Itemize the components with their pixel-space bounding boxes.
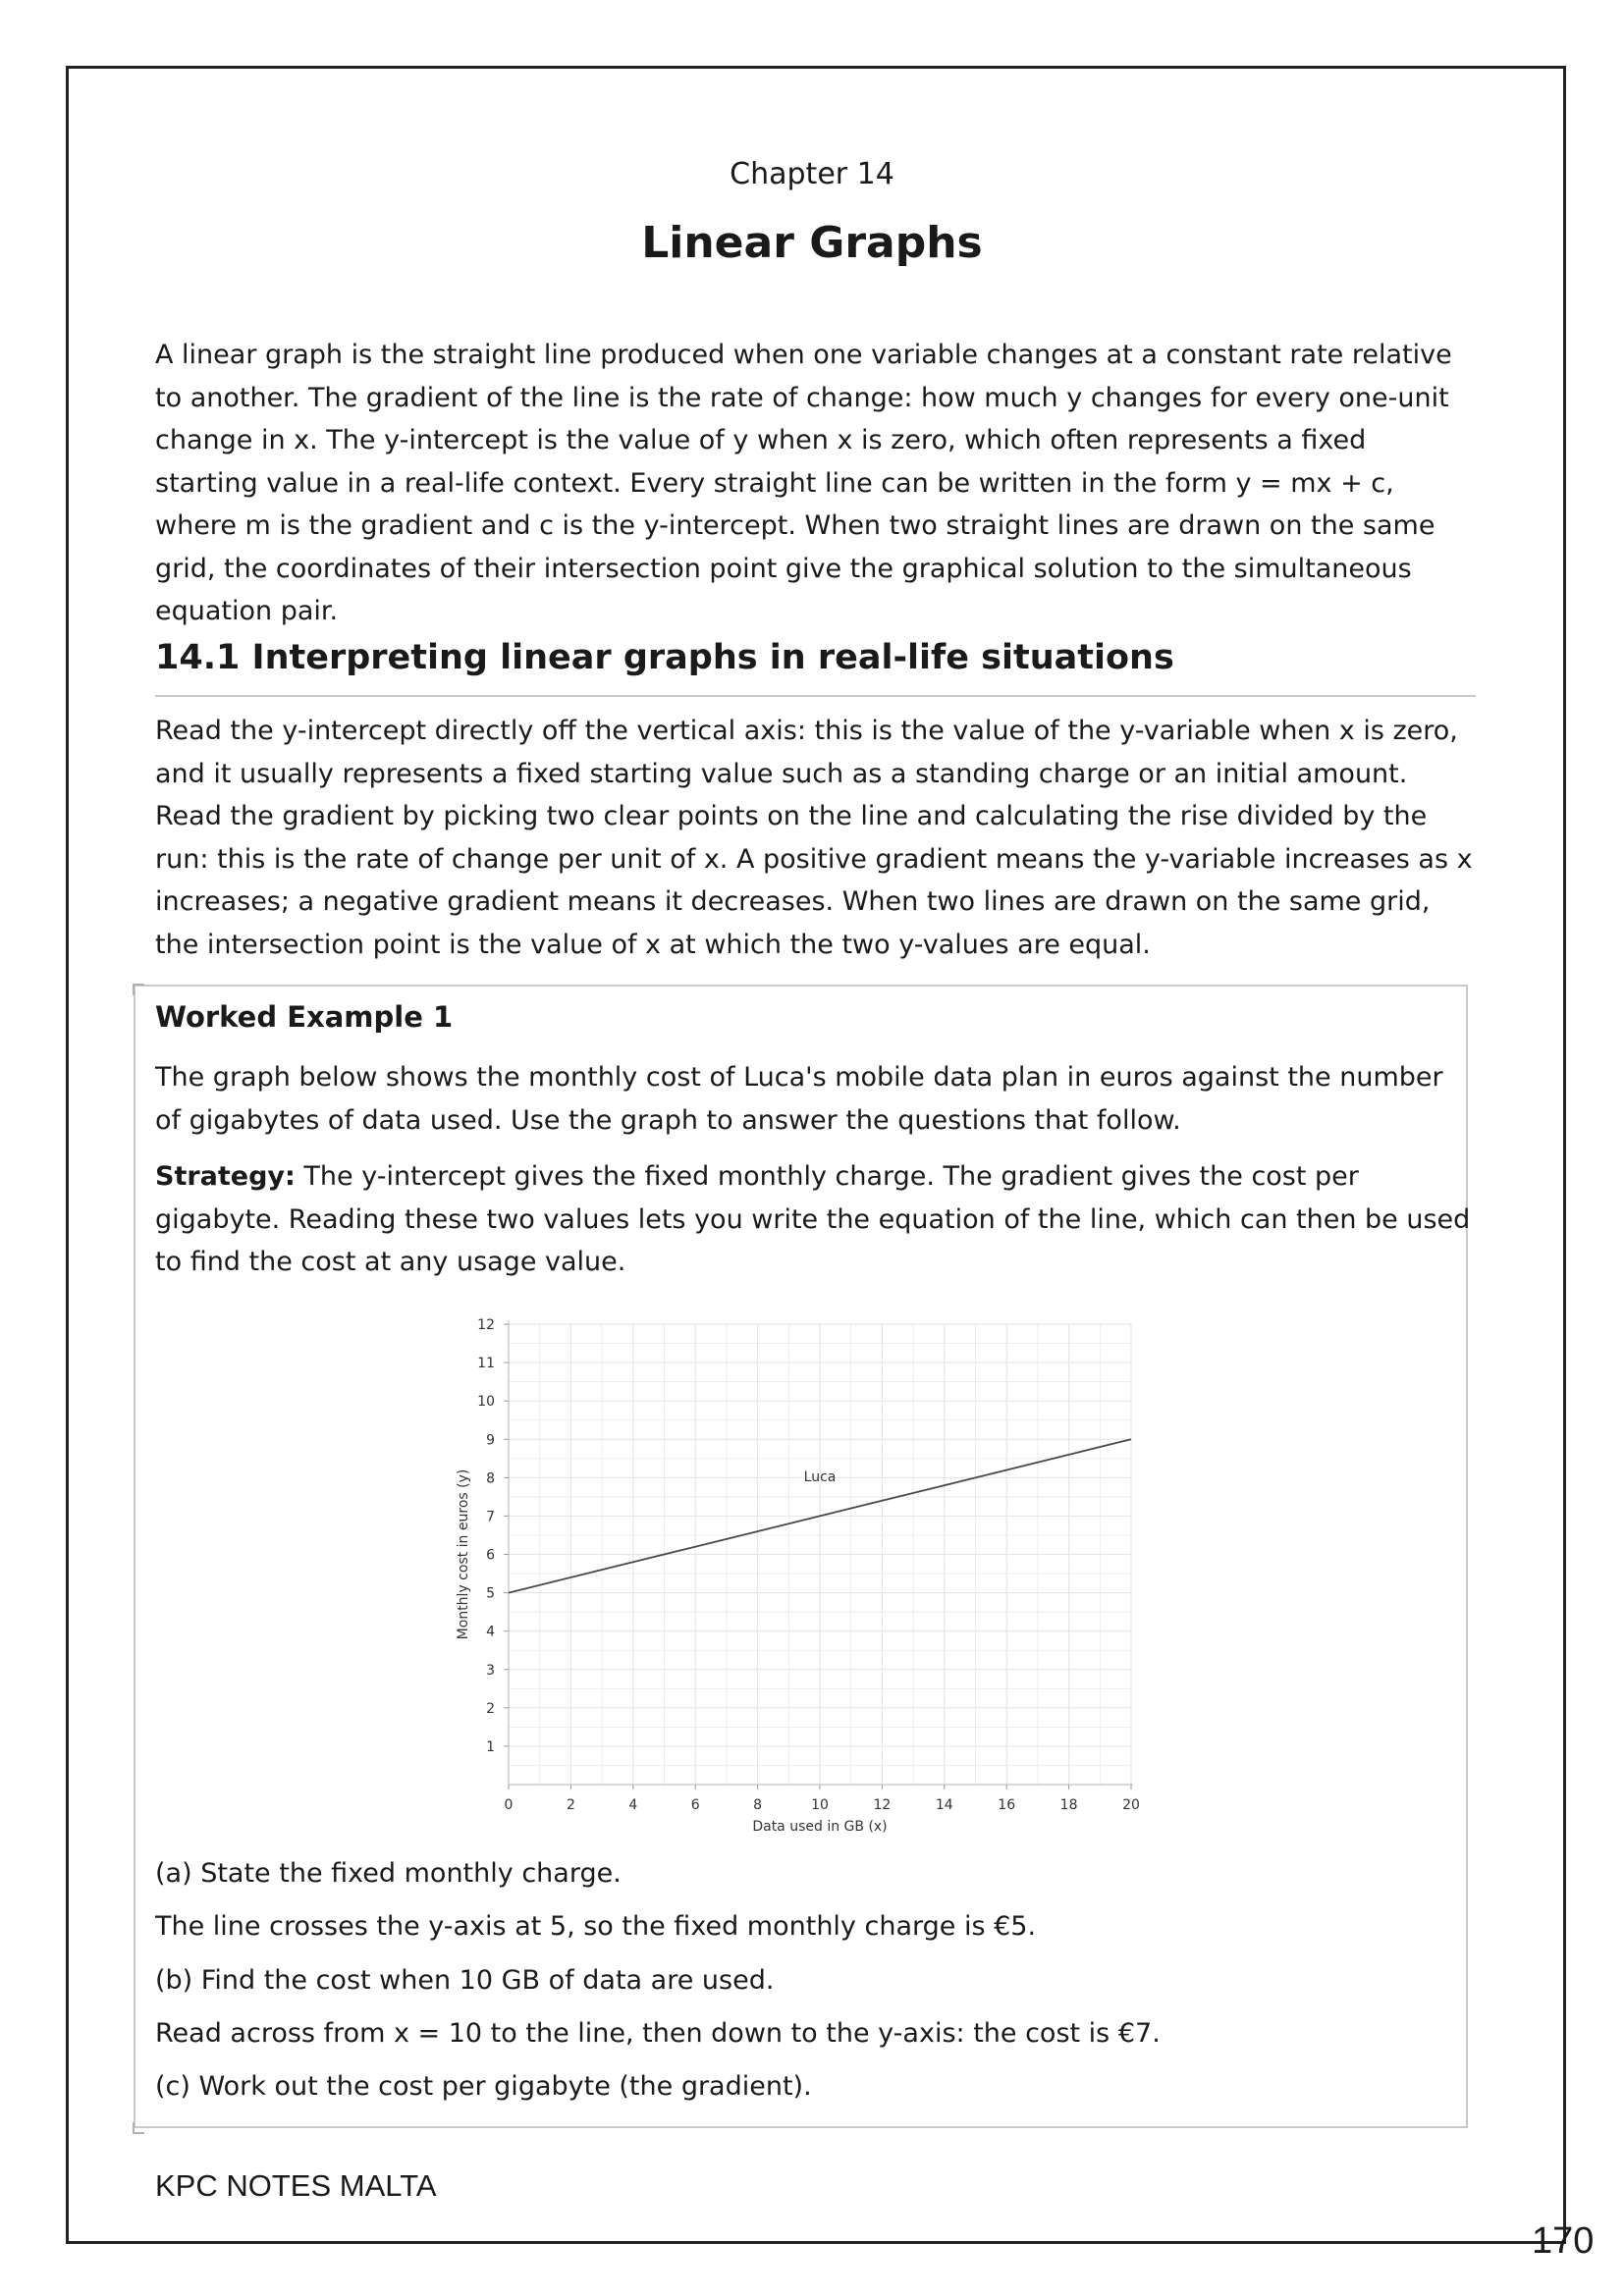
series-label: Luca (803, 1469, 837, 1486)
worked-example-title: Worked Example 1 (155, 1000, 454, 1034)
worked-example-intro: The graph below shows the monthly cost of Luca's mobile data plan in euros against the number of gigabytes of data used. Use the graph to answer the questions that follow. (155, 1062, 1443, 1136)
x-tick-label: 14 (935, 1797, 953, 1813)
x-tick-label: 4 (628, 1797, 638, 1813)
footer-text: KPC NOTES MALTA (155, 2168, 437, 2203)
x-tick-label: 8 (753, 1797, 763, 1813)
strategy-label: Strategy: (155, 1161, 296, 1192)
y-tick-label: 5 (486, 1585, 495, 1602)
box-corner-mark (133, 2122, 144, 2134)
section-divider (155, 695, 1476, 697)
y-tick-label: 11 (477, 1356, 495, 1372)
x-tick-label: 2 (566, 1797, 575, 1813)
section-body: Read the y-intercept directly off the vertical axis: this is the value of the y-variable when x is zero, and it usually represents a fixed starting value such as a standing charge or an initial amount. Read the gradient by picking two clear points on the line and calculating the rise divided by the run: this is the rate of change per unit of x. A positive gradient means the y-variable increases as x increases; a negative gradient means it decreases. When two lines are drawn on the same grid, the intersection point is the value of x at which the two y-values are equal. (155, 716, 1473, 960)
y-tick-label: 4 (486, 1624, 495, 1640)
x-tick-label: 6 (690, 1797, 700, 1813)
strategy-paragraph (155, 1155, 1476, 1284)
chapter-title: Linear Graphs (641, 218, 983, 268)
question-a: (a) State the fixed monthly charge. (155, 1858, 622, 1889)
page-number: 170 (1532, 2220, 1595, 2262)
y-tick-label: 8 (486, 1470, 495, 1487)
box-corner-mark (133, 984, 144, 995)
strategy-text: The y-intercept gives the fixed monthly charge. The gradient gives the cost per gigabyte. Reading these two values lets you write the equation of the line, which can then be used to find the cost at any usage value. (155, 1161, 1471, 1277)
y-tick-label: 10 (477, 1394, 495, 1411)
x-tick-label: 12 (873, 1797, 892, 1813)
y-tick-label: 6 (486, 1547, 495, 1564)
y-tick-label: 12 (477, 1317, 495, 1333)
answer-a: The line crosses the y-axis at 5, so the fixed monthly charge is €5. (155, 1911, 1037, 1942)
cost-chart-svg (448, 1301, 1155, 1836)
question-c: (c) Work out the cost per gigabyte (the gradient). (155, 2071, 812, 2102)
x-tick-label: 18 (1059, 1797, 1078, 1813)
y-axis-label: Monthly cost in euros (y) (456, 1468, 471, 1640)
y-tick-label: 3 (486, 1662, 495, 1679)
x-axis-label: Data used in GB (x) (752, 1819, 888, 1835)
y-tick-label: 1 (486, 1738, 495, 1755)
answer-b: Read across from x = 10 to the line, then down to the y-axis: the cost is €7. (155, 2018, 1161, 2049)
y-tick-label: 7 (486, 1509, 495, 1525)
cost-chart (448, 1301, 1155, 1836)
chapter-label: Chapter 14 (730, 157, 894, 191)
x-tick-label: 20 (1122, 1797, 1140, 1813)
section-heading: 14.1 Interpreting linear graphs in real-life situations (155, 638, 1174, 677)
intro-paragraph: A linear graph is the straight line produced when one variable changes at a constant rate relative to another. The gradient of the line is the rate of change: how much y changes for every one-unit change in x. The y-intercept is the value of y when x is zero, which often represents a fixed starting value in a real-life context. Every straight line can be written in the form y = mx + c, where m is the gradient and c is the y-intercept. When two straight lines are drawn on the same grid, the coordinates of their intersection point give the graphical solution to the simultaneous equation pair. (155, 340, 1452, 626)
y-tick-label: 2 (486, 1700, 495, 1717)
x-tick-label: 16 (998, 1797, 1016, 1813)
x-tick-label: 0 (504, 1797, 514, 1813)
y-tick-label: 9 (486, 1432, 495, 1449)
x-tick-label: 10 (811, 1797, 829, 1813)
question-b: (b) Find the cost when 10 GB of data are used. (155, 1965, 775, 1996)
